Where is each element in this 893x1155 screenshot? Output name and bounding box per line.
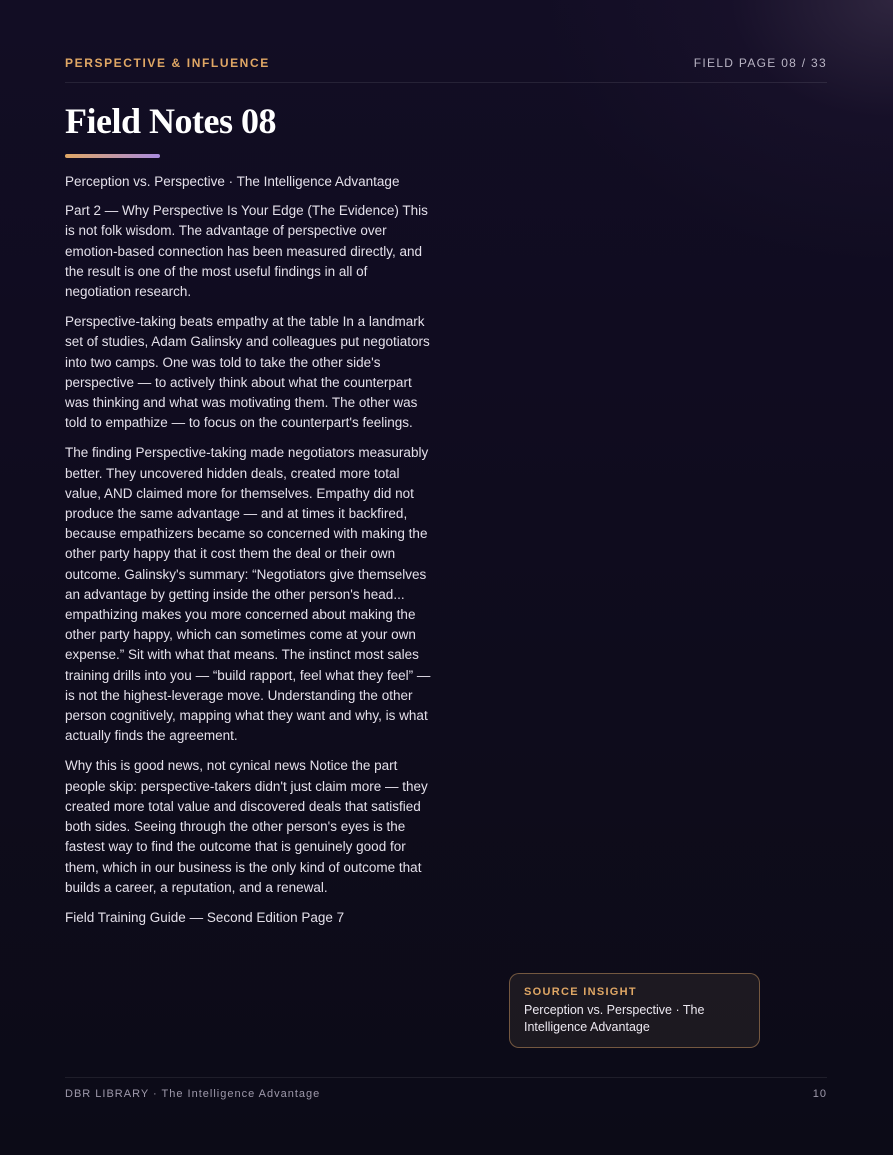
- source-insight-card: [509, 973, 760, 1048]
- source-citation: Field Training Guide — Second Edition Page 7: [65, 909, 345, 925]
- footer-page-number: 10: [812, 1088, 827, 1100]
- page-footer: [65, 1077, 827, 1100]
- page-title: Field Notes 08: [65, 101, 276, 141]
- page-counter: FIELD PAGE 08 / 33: [693, 56, 827, 70]
- paragraph-finding: The finding Perspective-taking made negotiators measurably better. They uncovered hidden deals, created more total value, AND claimed more for themselves. Empathy did not produce the same advantage — and at times it backfired, because empathizers became so concerned with making the other party happy that it cost them the deal or their own outcome. Galinsky's summary: “Negotiators give themselves an advantage by getting inside the other person's head... empathizing makes you more concerned about making the other party happy, which can sometimes come at your own expense.” Sit with what that means. The instinct most sales training drills into you — “build rapport, feel what they feel” — is not the highest-leverage move. Understanding the other person cognitively, mapping what they want and why, is what actually finds the agreement.: [65, 445, 431, 744]
- section-kicker: PERSPECTIVE & INFLUENCE: [65, 56, 270, 70]
- paragraph-perspective-taking: Perspective-taking beats empathy at the table In a landmark set of studies, Adam Galinsky and colleagues put negotiators into two camps. One was told to take the other side's perspective — to actively think about what the counterpart was thinking and what was motivating them. The other was told to empathize — to focus on the counterpart's feelings.: [65, 314, 430, 431]
- source-insight-label: SOURCE INSIGHT: [524, 986, 637, 998]
- paragraph-part-2: Part 2 — Why Perspective Is Your Edge (The Evidence) This is not folk wisdom. The advantage of perspective over emotion-based connection has been measured directly, and the result is one of the most useful findings in all of negotiation research.: [65, 203, 428, 300]
- title-accent-rule: [65, 154, 160, 158]
- paragraph-good-news: Why this is good news, not cynical news Notice the part people skip: perspective-takers didn't just claim more — they created more total value and discovered deals that satisfied both sides. Seeing through the other person's eyes is the fastest way to find the outcome that is genuinely good for them, which in our business is the only kind of outcome that builds a career, a reputation, and a renewal.: [65, 758, 428, 895]
- footer-library-label: DBR LIBRARY · The Intelligence Advantage: [65, 1088, 321, 1100]
- source-insight-text: Perception vs. Perspective · The Intelligence Advantage: [524, 1003, 705, 1034]
- article-subtitle: Perception vs. Perspective · The Intelligence Advantage: [65, 174, 400, 189]
- page-header: [65, 56, 827, 83]
- article-body: [65, 172, 437, 938]
